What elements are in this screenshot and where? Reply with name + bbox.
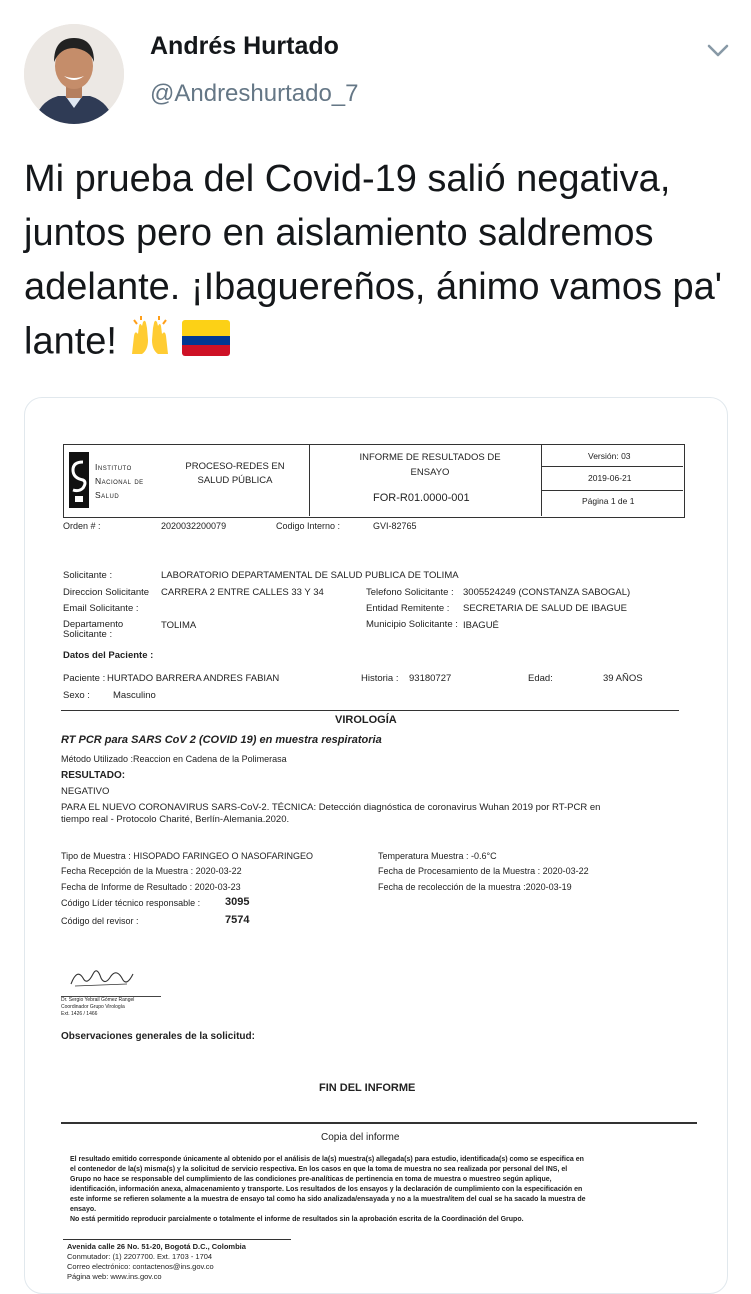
institute-line-3: Salud bbox=[95, 490, 120, 500]
colombia-flag-icon bbox=[182, 317, 230, 371]
disclaimer-line-1: El resultado emitido corresponde únicamente al obtenido por el análisis de la(s) muestra(s) allegada(s) para estudio, identificada(s) como se especifica en bbox=[70, 1156, 584, 1163]
edad-value: 39 AÑOS bbox=[603, 673, 643, 684]
edad-label: Edad: bbox=[528, 673, 553, 684]
telefono-label: Telefono Solicitante : bbox=[366, 587, 454, 598]
departamento-value: TOLIMA bbox=[161, 620, 197, 631]
entidad-value: SECRETARIA DE SALUD DE IBAGUE bbox=[463, 603, 628, 614]
footer-divider bbox=[61, 1122, 697, 1124]
section-heading: VIROLOGÍA bbox=[335, 714, 397, 726]
fin-informe: FIN DEL INFORME bbox=[319, 1082, 416, 1094]
resultado-value: NEGATIVO bbox=[61, 786, 110, 797]
orden-label: Orden # : bbox=[63, 521, 101, 531]
historia-label: Historia : bbox=[361, 673, 399, 684]
codigo-revisor-label: Código del revisor : bbox=[61, 916, 139, 926]
institute-line-1: Instituto bbox=[95, 462, 132, 472]
disclaimer-line-4: identificación, información anexa, almacenamiento y transporte. Los resultados de los ensayos y la declaración de cumplimiento con la especificación en bbox=[70, 1186, 583, 1193]
firma-nombre: Dr. Sergio Yebrail Gómez Rangel bbox=[61, 997, 135, 1003]
sexo-label: Sexo : bbox=[63, 690, 90, 701]
solicitante-label: Solicitante : bbox=[63, 570, 113, 581]
fecha-informe: Fecha de Informe de Resultado : 2020-03-23 bbox=[61, 882, 241, 892]
author-name[interactable]: Andrés Hurtado bbox=[150, 32, 339, 60]
report-date: 2019-06-21 bbox=[588, 473, 632, 483]
signature-icon bbox=[67, 964, 137, 990]
paciente-value: HURTADO BARRERA ANDRES FABIAN bbox=[107, 673, 280, 684]
email-label: Email Solicitante : bbox=[63, 603, 139, 614]
disclaimer-line-6: ensayo. bbox=[70, 1206, 97, 1213]
author-avatar[interactable] bbox=[24, 24, 124, 124]
observaciones-heading: Observaciones generales de la solicitud: bbox=[61, 1031, 255, 1042]
avatar-portrait-icon bbox=[24, 24, 124, 124]
codigo-interno-value: GVI-82765 bbox=[373, 521, 417, 531]
direccion-label: Direccion Solicitante bbox=[63, 587, 150, 598]
paciente-label: Paciente : bbox=[63, 673, 106, 684]
departamento-label: Departamento Solicitante : bbox=[63, 619, 124, 640]
disclaimer-line-7: No está permitido reproducir parcialmente o totalmente el informe de resultados sin la aprobación escrita de la Coordinación del Grupo. bbox=[70, 1216, 524, 1223]
footer-email: Correo electrónico: contactenos@ins.gov.co bbox=[67, 1262, 214, 1271]
descripcion-line-2: tiempo real - Protocolo Charité, Berlín-Alemania.2020. bbox=[61, 814, 290, 825]
firma-extension: Ext. 1426 / 1466 bbox=[61, 1011, 98, 1017]
author-handle[interactable]: @Andreshurtado_7 bbox=[150, 80, 359, 107]
codigo-lider-value: 3095 bbox=[225, 896, 250, 908]
codigo-revisor-value: 7574 bbox=[225, 914, 250, 926]
municipio-value: IBAGUÉ bbox=[463, 620, 499, 631]
lab-report-document bbox=[25, 398, 727, 1293]
disclaimer-line-2: el contenedor de la(s) misma(s) y la solicitud de servicio respectiva. En los casos en que la toma de muestra no sea realizada por personal del INS, el bbox=[70, 1166, 568, 1173]
orden-value: 2020032200079 bbox=[161, 521, 227, 531]
footer-website: Página web: www.ins.gov.co bbox=[67, 1272, 162, 1281]
fecha-procesamiento: Fecha de Procesamiento de la Muestra : 2020-03-22 bbox=[378, 866, 589, 876]
raising-hands-icon bbox=[128, 314, 172, 373]
report-title: INFORME DE RESULTADOS DE ENSAYO bbox=[359, 452, 501, 478]
report-code: FOR-R01.0000-001 bbox=[373, 492, 470, 504]
fecha-recepcion: Fecha Recepción de la Muestra : 2020-03-22 bbox=[61, 866, 242, 876]
ins-logo-icon bbox=[69, 452, 89, 508]
footer-phone: Conmutador: (1) 2207700. Ext. 1703 - 1704 bbox=[67, 1252, 213, 1261]
test-title: RT PCR para SARS CoV 2 (COVID 19) en muestra respiratoria bbox=[61, 734, 382, 746]
process-name: PROCESO-REDES EN SALUD PÚBLICA bbox=[185, 461, 285, 486]
tipo-muestra: Tipo de Muestra : HISOPADO FARINGEO O NASOFARINGEO bbox=[61, 851, 314, 861]
historia-value: 93180727 bbox=[409, 673, 452, 684]
temperatura: Temperatura Muestra : -0.6°C bbox=[378, 851, 497, 861]
section-divider bbox=[61, 710, 679, 711]
telefono-value: 3005524249 (CONSTANZA SABOGAL) bbox=[463, 587, 631, 598]
codigo-lider-label: Código Líder técnico responsable : bbox=[61, 898, 201, 908]
report-page: Página 1 de 1 bbox=[582, 496, 635, 506]
codigo-interno-label: Codigo Interno : bbox=[276, 521, 341, 531]
datos-paciente-heading: Datos del Paciente : bbox=[63, 650, 154, 661]
solicitante-value: LABORATORIO DEPARTAMENTAL DE SALUD PUBLICA DE TOLIMA bbox=[161, 570, 459, 581]
metodo-text: Método Utilizado :Reaccion en Cadena de la Polimerasa bbox=[61, 754, 287, 764]
entidad-label: Entidad Remitente : bbox=[366, 603, 450, 614]
footer-address: Avenida calle 26 No. 51-20, Bogotá D.C., Colombia bbox=[67, 1242, 246, 1251]
firma-cargo: Coordinador Grupo Virología bbox=[61, 1004, 125, 1010]
disclaimer-line-5: este informe se refieren solamente a la muestra de ensayo tal como ha sido analizada/ensayada y no a la muestra/ítem del cual se ha sacado la muestra de bbox=[70, 1196, 586, 1203]
municipio-label: Municipio Solicitante : bbox=[366, 619, 458, 630]
copia-informe: Copia del informe bbox=[321, 1132, 400, 1143]
institute-line-2: Nacional de bbox=[95, 476, 144, 486]
disclaimer-line-3: Grupo no hace se responsable del cumplimiento de las condiciones pre-analíticas de pertinencia en toma de muestra o muestreo según aplique, bbox=[70, 1176, 552, 1183]
tweet-menu-button[interactable] bbox=[704, 38, 732, 62]
sexo-value: Masculino bbox=[113, 690, 156, 701]
report-version: Versión: 03 bbox=[588, 451, 631, 461]
chevron-down-icon bbox=[704, 38, 732, 62]
tweet-body: Mi prueba del Covid-19 salió negativa, juntos pero en aislamiento saldremos adelante. ¡Ibaguereños, ánimo vamos pa' lante! bbox=[24, 158, 723, 363]
descripcion-line-1: PARA EL NUEVO CORONAVIRUS SARS-CoV-2. TÉCNICA: Detección diagnóstica de coronavirus Wuhan 2019 por RT-PCR en bbox=[61, 802, 601, 813]
attached-image[interactable] bbox=[24, 397, 728, 1294]
tweet-text bbox=[24, 152, 724, 373]
direccion-value: CARRERA 2 ENTRE CALLES 33 Y 34 bbox=[161, 587, 324, 598]
fecha-recoleccion: Fecha de recolección de la muestra :2020-03-19 bbox=[378, 882, 572, 892]
resultado-label: RESULTADO: bbox=[61, 770, 126, 781]
